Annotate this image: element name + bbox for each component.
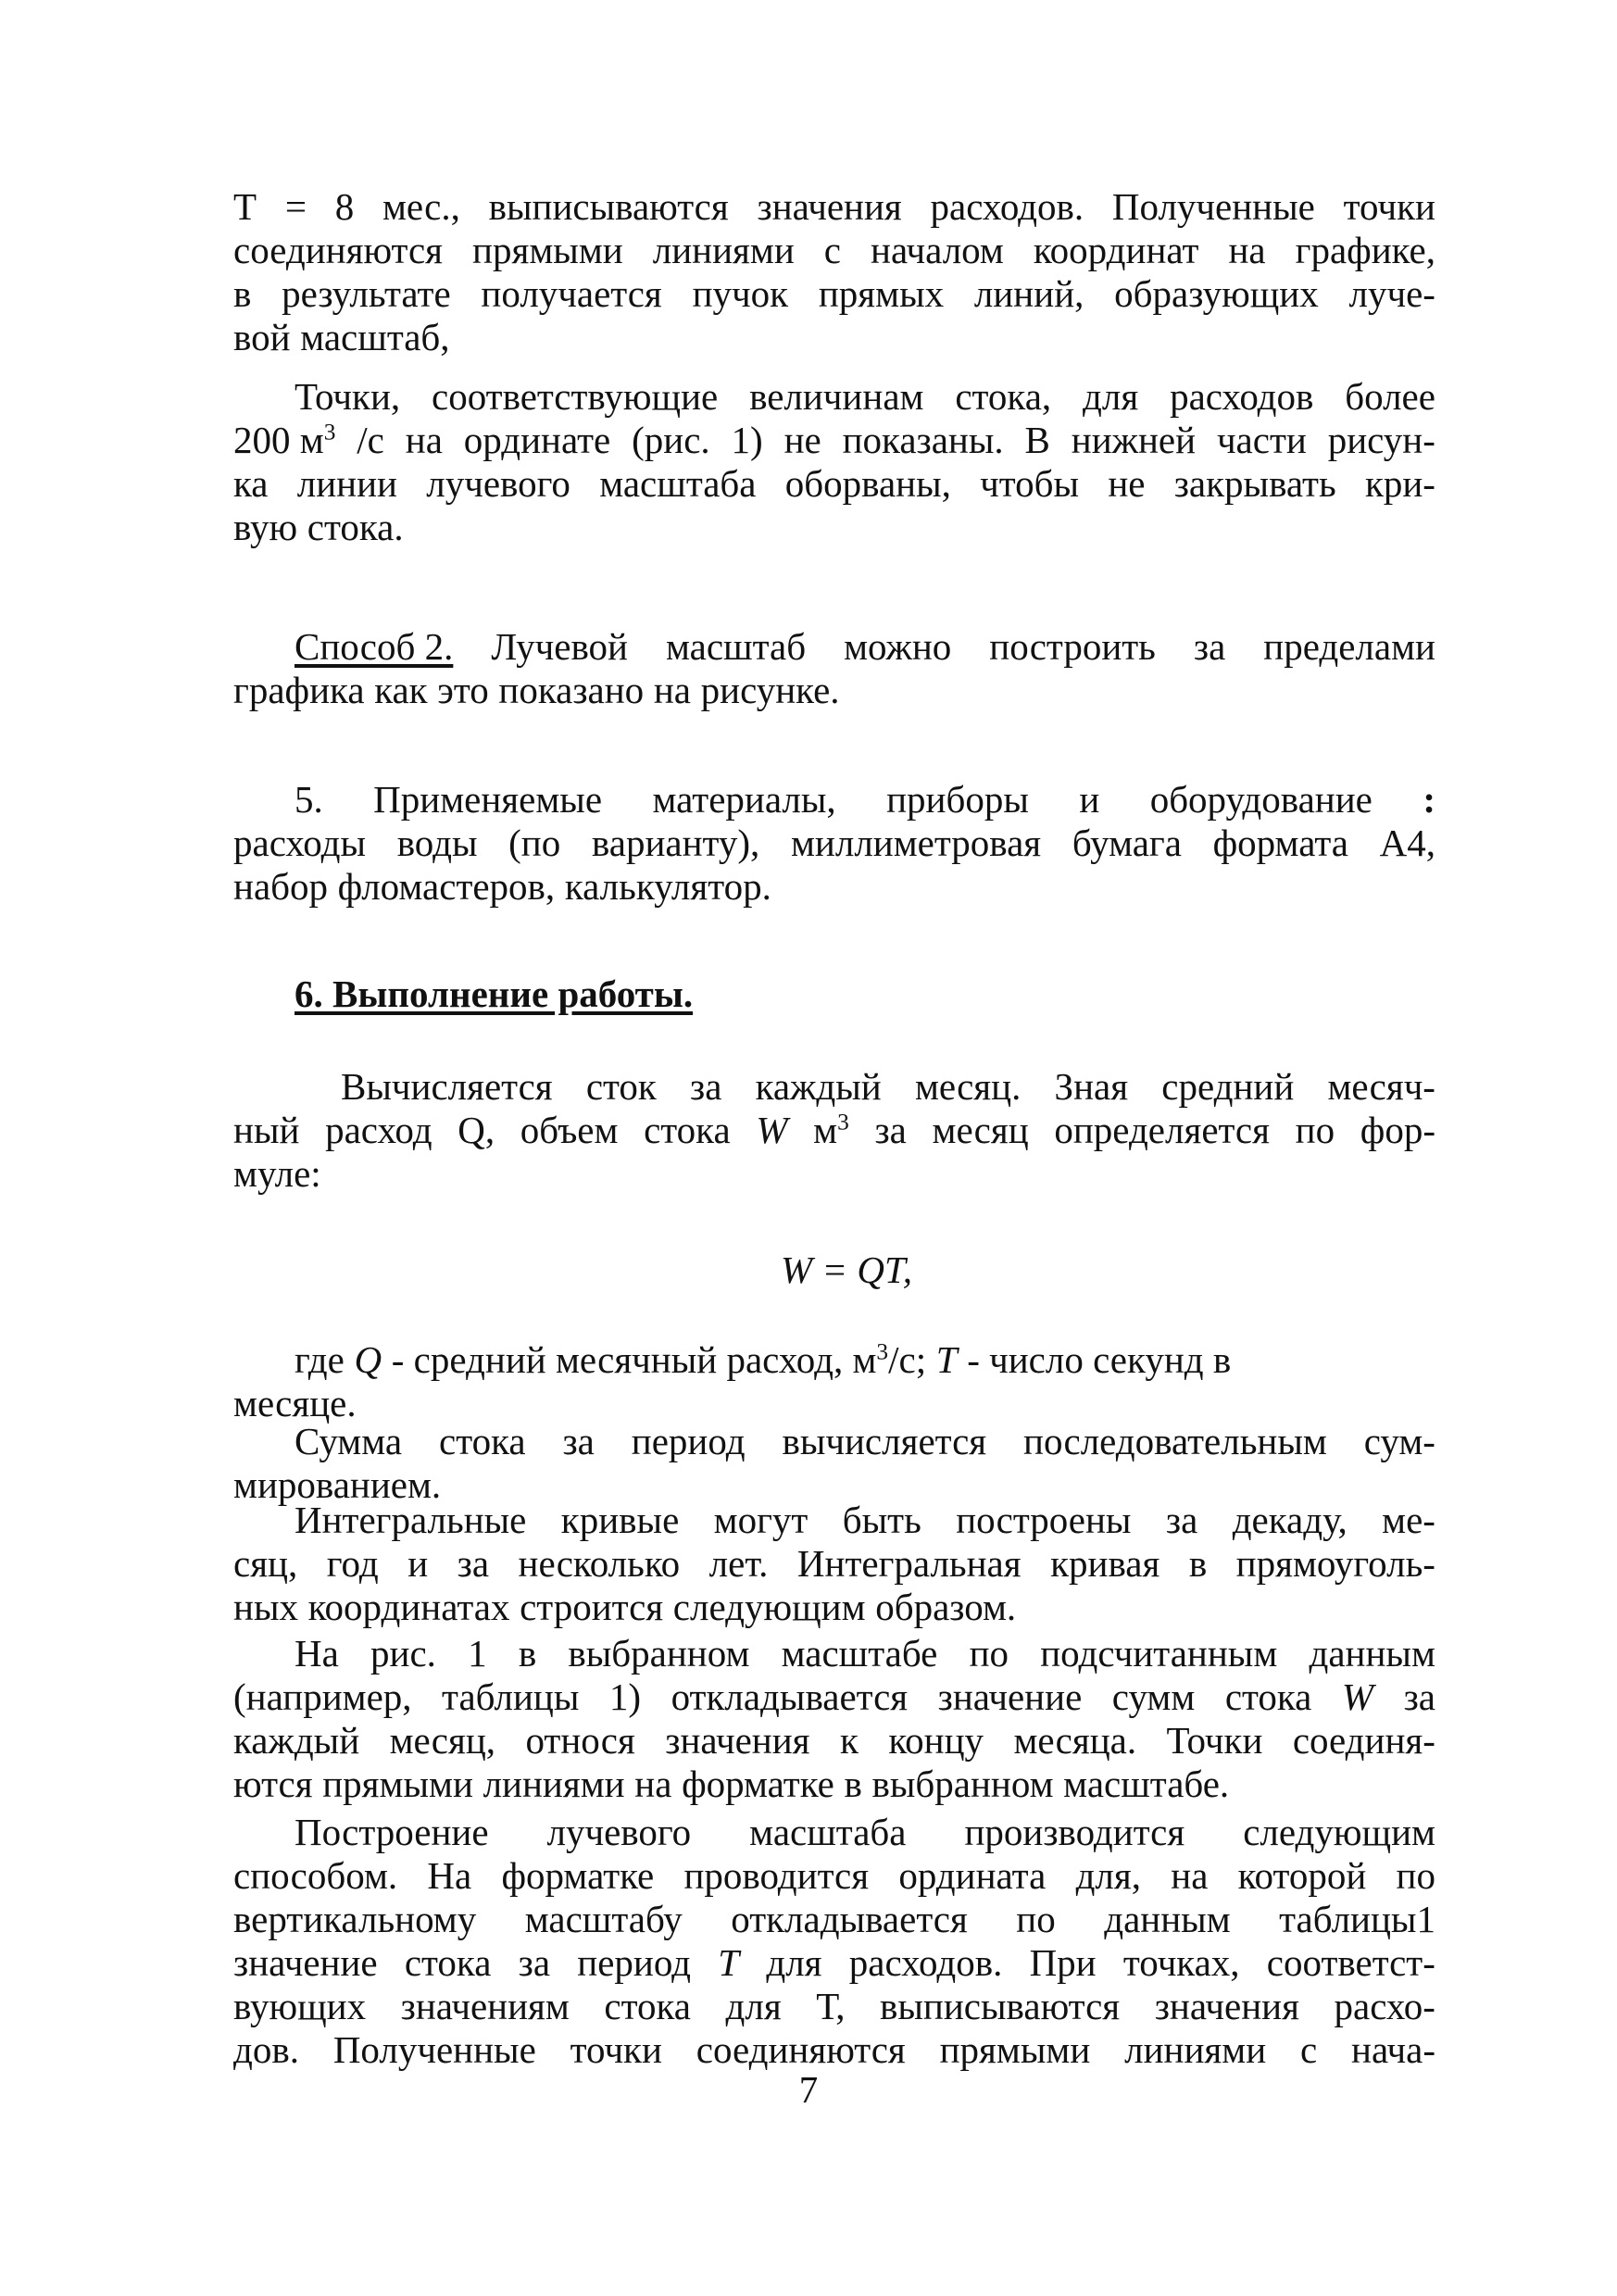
word: сток xyxy=(585,1065,657,1108)
text-run: где xyxy=(295,1338,345,1381)
word: в xyxy=(844,1763,862,1805)
word: соединя- xyxy=(1292,1719,1435,1762)
word: ордината xyxy=(898,1854,1047,1897)
text-line xyxy=(233,1065,1435,1109)
word: в xyxy=(233,272,252,315)
text-line xyxy=(233,1499,1435,1542)
text-line xyxy=(233,316,1435,359)
word: которой xyxy=(1237,1854,1367,1897)
word: муле: xyxy=(233,1152,321,1195)
word: лет. xyxy=(708,1542,769,1585)
text-run: $м^3$ xyxy=(813,1109,849,1151)
word: линиями xyxy=(1124,2028,1267,2071)
word: для, xyxy=(1075,1854,1141,1897)
word: оборваны, xyxy=(784,462,951,505)
word: более xyxy=(1345,375,1435,418)
word: показано xyxy=(498,669,645,711)
word: Вычисляется xyxy=(341,1065,553,1108)
word: пучок xyxy=(692,272,789,315)
word: значение xyxy=(937,1675,1083,1718)
word: следующим xyxy=(672,1586,866,1628)
word: расходов xyxy=(1170,375,1314,418)
word: на xyxy=(634,1763,672,1805)
text-line xyxy=(233,1586,1435,1629)
word: образом. xyxy=(875,1586,1017,1628)
word: строится xyxy=(520,1586,664,1628)
paragraph-method-2 xyxy=(233,625,1435,712)
word: соответствующие xyxy=(432,375,719,418)
text-line xyxy=(233,375,1435,419)
variable-t: T xyxy=(935,1338,958,1381)
word: период xyxy=(631,1420,746,1462)
word: (по xyxy=(508,822,561,864)
word: за xyxy=(874,1109,907,1151)
text-line xyxy=(233,1338,1435,1382)
word: (рис. xyxy=(632,419,710,461)
word: производится xyxy=(964,1811,1185,1853)
word: Построение xyxy=(295,1811,489,1853)
word: 1) xyxy=(731,419,763,461)
word: Т xyxy=(233,185,257,228)
text-line xyxy=(233,229,1435,272)
word: Полученные xyxy=(1111,185,1315,228)
word: графике, xyxy=(1295,229,1435,271)
word: Полученные xyxy=(332,2028,536,2071)
word: с xyxy=(823,229,841,271)
word: стока xyxy=(604,1985,691,2027)
section-6-heading xyxy=(233,972,1435,1016)
word: А4, xyxy=(1379,822,1435,864)
text-line xyxy=(233,1632,1435,1675)
text-line xyxy=(233,1675,1435,1719)
word: форматке xyxy=(501,1854,655,1897)
word: месяц, xyxy=(389,1719,496,1762)
word: масштаб, xyxy=(300,316,450,358)
word: Т, xyxy=(816,1985,846,2027)
text-line xyxy=(233,1854,1435,1898)
word: как xyxy=(374,669,428,711)
word: стока xyxy=(644,1109,731,1151)
word: 5. xyxy=(295,778,323,821)
word: 1 xyxy=(468,1632,487,1675)
word: за xyxy=(457,1542,490,1585)
word: Интегральная xyxy=(796,1542,1022,1585)
word: на xyxy=(1171,1854,1209,1897)
variable-w: W xyxy=(1341,1675,1374,1718)
method-label: Способ 2. xyxy=(295,625,454,668)
word: точки xyxy=(1343,185,1435,228)
word: концу xyxy=(888,1719,984,1762)
word: вертикальному xyxy=(233,1898,477,1940)
text-line xyxy=(233,1542,1435,1586)
word: подсчитанным xyxy=(1040,1632,1278,1675)
word: прямых xyxy=(818,272,945,315)
word: фор- xyxy=(1360,1109,1435,1151)
word: На xyxy=(295,1632,339,1675)
word: Применяемые xyxy=(373,778,603,821)
word: варианту), xyxy=(591,822,760,864)
word: нача- xyxy=(1351,2028,1435,2071)
text-run: за xyxy=(1403,1675,1435,1718)
word: месяц xyxy=(932,1109,1029,1151)
paragraph-ray-scale-intro xyxy=(233,185,1435,359)
word: значения xyxy=(1154,1985,1299,2027)
word: ме- xyxy=(1382,1499,1435,1541)
word: последовательным xyxy=(1023,1420,1327,1462)
word: началом xyxy=(871,229,1004,271)
word: рисунке. xyxy=(700,669,840,711)
word: стока xyxy=(404,1941,492,1984)
word: масштабе xyxy=(781,1632,938,1675)
word: период xyxy=(577,1941,692,1984)
word: построить xyxy=(989,625,1156,668)
text-line xyxy=(233,272,1435,316)
word: координат xyxy=(1033,229,1199,271)
section-heading-text: 6. Выполнение работы. xyxy=(295,972,694,1015)
word: кривые xyxy=(560,1499,680,1541)
word: по xyxy=(1016,1898,1056,1940)
paragraph-integral-curves xyxy=(233,1499,1435,1629)
word: откладывается xyxy=(731,1898,968,1940)
word: Q, xyxy=(458,1109,495,1151)
word: Лучевой xyxy=(491,625,628,668)
word: проводится xyxy=(683,1854,870,1897)
word: соответст- xyxy=(1266,1941,1435,1984)
word: лучевого xyxy=(426,462,570,505)
word: значение xyxy=(233,1941,378,1984)
paragraph-points-note xyxy=(233,375,1435,549)
word: линиями xyxy=(652,229,795,271)
word: и xyxy=(1079,778,1100,821)
word: на xyxy=(405,419,443,461)
word: определяется xyxy=(1054,1109,1270,1151)
word: линии xyxy=(296,462,397,505)
word: по xyxy=(969,1632,1009,1675)
word: миллиметровая xyxy=(790,822,1042,864)
word: расходы xyxy=(233,822,367,864)
word: В xyxy=(1024,419,1050,461)
word: масштабу xyxy=(524,1898,683,1940)
word: точки xyxy=(570,2028,662,2071)
word: линий, xyxy=(973,272,1084,315)
text-line xyxy=(233,1811,1435,1854)
word: месяц. xyxy=(914,1065,1022,1108)
word: стока, xyxy=(955,375,1052,418)
variable-w: W xyxy=(756,1109,788,1151)
word: бумага xyxy=(1072,822,1182,864)
word: координатах xyxy=(307,1586,510,1628)
word: точках, xyxy=(1122,1941,1240,1984)
word: масштабе. xyxy=(1063,1763,1230,1805)
section-5-heading xyxy=(233,778,1435,822)
text-line xyxy=(233,506,1435,549)
word: стока. xyxy=(307,506,404,548)
page-number: 7 xyxy=(798,2068,819,2111)
word: способом. xyxy=(233,1854,398,1897)
word: 8 xyxy=(334,185,355,228)
word: калькулятор. xyxy=(564,865,771,908)
word: с xyxy=(1299,2028,1318,2071)
word: значения xyxy=(757,185,902,228)
word: оборудование xyxy=(1149,778,1373,821)
word: для xyxy=(1083,375,1139,418)
paragraph-figure-1 xyxy=(233,1632,1435,1806)
word: луче- xyxy=(1348,272,1435,315)
word: На xyxy=(427,1854,472,1897)
word: прямыми xyxy=(939,2028,1091,2071)
text-line xyxy=(233,865,1435,909)
text-run: - число секунд в xyxy=(967,1338,1232,1381)
word: выбранном xyxy=(871,1763,1054,1805)
word: материалы, xyxy=(652,778,836,821)
word: объем xyxy=(520,1109,619,1151)
word: прямоуголь- xyxy=(1235,1542,1435,1585)
word: рисун- xyxy=(1327,419,1435,461)
text-run: 200 $м^3$ xyxy=(233,419,336,461)
word: расходов. xyxy=(930,185,1084,228)
word: получается xyxy=(481,272,662,315)
word: рис. xyxy=(370,1632,436,1675)
word: Сумма xyxy=(295,1420,403,1462)
word: 1) xyxy=(608,1675,642,1718)
word: расход xyxy=(325,1109,432,1151)
word: кривая xyxy=(1050,1542,1160,1585)
word: мированием. xyxy=(233,1463,442,1506)
word: расходов. xyxy=(848,1941,1003,1984)
text-line xyxy=(233,1109,1435,1152)
word: результате xyxy=(282,272,451,315)
word: данным xyxy=(1104,1898,1231,1940)
word: расхо- xyxy=(1334,1985,1435,2027)
heading-colon: : xyxy=(1423,778,1435,821)
word: можно xyxy=(844,625,952,668)
word: форматке xyxy=(682,1763,834,1805)
word: Зная xyxy=(1054,1065,1129,1108)
word: величинам xyxy=(749,375,924,418)
word: каждый xyxy=(755,1065,882,1108)
word: вую xyxy=(233,506,298,548)
word: выписываются xyxy=(488,185,729,228)
word: год xyxy=(326,1542,379,1585)
word: кри- xyxy=(1364,462,1435,505)
text-line xyxy=(233,1420,1435,1463)
word: за xyxy=(1193,625,1226,668)
word: прямыми xyxy=(322,1763,473,1805)
word: в xyxy=(1188,1542,1208,1585)
variable-q: Q xyxy=(354,1338,382,1381)
word: стока xyxy=(439,1420,526,1462)
word: образующих xyxy=(1114,272,1319,315)
word: фломастеров, xyxy=(337,865,556,908)
word: графика xyxy=(233,669,365,711)
word: закрывать xyxy=(1173,462,1336,505)
section-6 xyxy=(233,972,1435,1016)
word: для xyxy=(725,1985,782,2027)
word: линиями xyxy=(483,1763,625,1805)
paragraph-sum xyxy=(233,1420,1435,1507)
text-line xyxy=(233,1152,1435,1196)
variable-t: T xyxy=(718,1941,740,1984)
word: стока xyxy=(1224,1675,1312,1718)
word: соединяются xyxy=(696,2028,906,2071)
section-5 xyxy=(233,778,1435,909)
word: за xyxy=(562,1420,595,1462)
word: ординате xyxy=(463,419,611,461)
word: Интегральные xyxy=(295,1499,527,1541)
word: прямыми xyxy=(472,229,623,271)
word: вой xyxy=(233,316,291,358)
word: части xyxy=(1216,419,1307,461)
text-line xyxy=(233,1382,1435,1425)
word: Точки, xyxy=(295,375,401,418)
text-line xyxy=(233,185,1435,229)
word: к xyxy=(839,1719,859,1762)
word: таблицы1 xyxy=(1279,1898,1435,1940)
text-run: - средний месячный расход, $м^3/с$; xyxy=(391,1338,927,1381)
text-line xyxy=(233,2028,1435,2072)
word: масштаб xyxy=(665,625,807,668)
word: = xyxy=(284,185,307,228)
word: за xyxy=(1165,1499,1198,1541)
word: каждый xyxy=(233,1719,360,1762)
word: несколько xyxy=(518,1542,681,1585)
word: таблицы xyxy=(442,1675,580,1718)
word: сумм xyxy=(1111,1675,1196,1718)
word: данным xyxy=(1309,1632,1435,1675)
word: построены xyxy=(956,1499,1132,1541)
word: для xyxy=(766,1941,822,1984)
word: месяце. xyxy=(233,1382,357,1424)
word: откладывается xyxy=(671,1675,909,1718)
word: по xyxy=(1295,1109,1335,1151)
word: сум- xyxy=(1363,1420,1435,1462)
word: /с xyxy=(357,419,384,461)
word: воды xyxy=(396,822,478,864)
word: на xyxy=(653,669,691,711)
text-line xyxy=(233,1719,1435,1763)
word: формата xyxy=(1212,822,1348,864)
word: могут xyxy=(713,1499,808,1541)
word: набор xyxy=(233,865,328,908)
word: сяц, xyxy=(233,1542,298,1585)
word: вующих xyxy=(233,1985,367,2027)
word: пределами xyxy=(1263,625,1435,668)
word: ка xyxy=(233,462,269,505)
word: относя xyxy=(525,1719,635,1762)
text-line xyxy=(233,462,1435,506)
word: нижней xyxy=(1071,419,1197,461)
word: быть xyxy=(842,1499,921,1541)
word: за xyxy=(690,1065,722,1108)
word: дов. xyxy=(233,2028,299,2071)
text-line xyxy=(233,419,1435,462)
word: месяца. xyxy=(1013,1719,1137,1762)
text-line xyxy=(233,669,1435,712)
text-line xyxy=(233,625,1435,669)
word: это xyxy=(437,669,489,711)
paragraph-where xyxy=(233,1338,1435,1425)
text-line xyxy=(233,1898,1435,1941)
formula: W = QT, xyxy=(781,1248,912,1291)
paragraph-ray-scale-construction xyxy=(233,1811,1435,2072)
word: Точки xyxy=(1166,1719,1263,1762)
word: за xyxy=(518,1941,551,1984)
word: ный xyxy=(233,1109,300,1151)
text-line xyxy=(233,1985,1435,2028)
word: месяч- xyxy=(1327,1065,1435,1108)
word: по xyxy=(1396,1854,1435,1897)
word: соединяются xyxy=(233,229,444,271)
text-line xyxy=(233,1763,1435,1806)
word: значениям xyxy=(400,1985,570,2027)
word: в xyxy=(518,1632,537,1675)
word: не xyxy=(783,419,821,461)
text-line xyxy=(233,1941,1435,1985)
word: следующим xyxy=(1243,1811,1435,1853)
word: значения xyxy=(665,1719,810,1762)
word: и xyxy=(407,1542,429,1585)
paragraph-monthly-flow xyxy=(233,1065,1435,1196)
word: ются xyxy=(233,1763,313,1805)
word: выписываются xyxy=(880,1985,1121,2027)
word: масштаба xyxy=(599,462,757,505)
word: приборы xyxy=(886,778,1029,821)
word: показаны. xyxy=(842,419,1004,461)
word: (например, xyxy=(233,1675,412,1718)
word: декаду, xyxy=(1232,1499,1348,1541)
word: масштаба xyxy=(749,1811,907,1853)
word: чтобы xyxy=(980,462,1080,505)
word: средний xyxy=(1161,1065,1295,1108)
word: При xyxy=(1029,1941,1097,1984)
word: не xyxy=(1108,462,1146,505)
word: вычисляется xyxy=(782,1420,987,1462)
word: выбранном xyxy=(568,1632,750,1675)
word: мес., xyxy=(382,185,460,228)
word: на xyxy=(1228,229,1266,271)
word: ных xyxy=(233,1586,298,1628)
word: лучевого xyxy=(546,1811,692,1853)
text-line xyxy=(233,822,1435,865)
